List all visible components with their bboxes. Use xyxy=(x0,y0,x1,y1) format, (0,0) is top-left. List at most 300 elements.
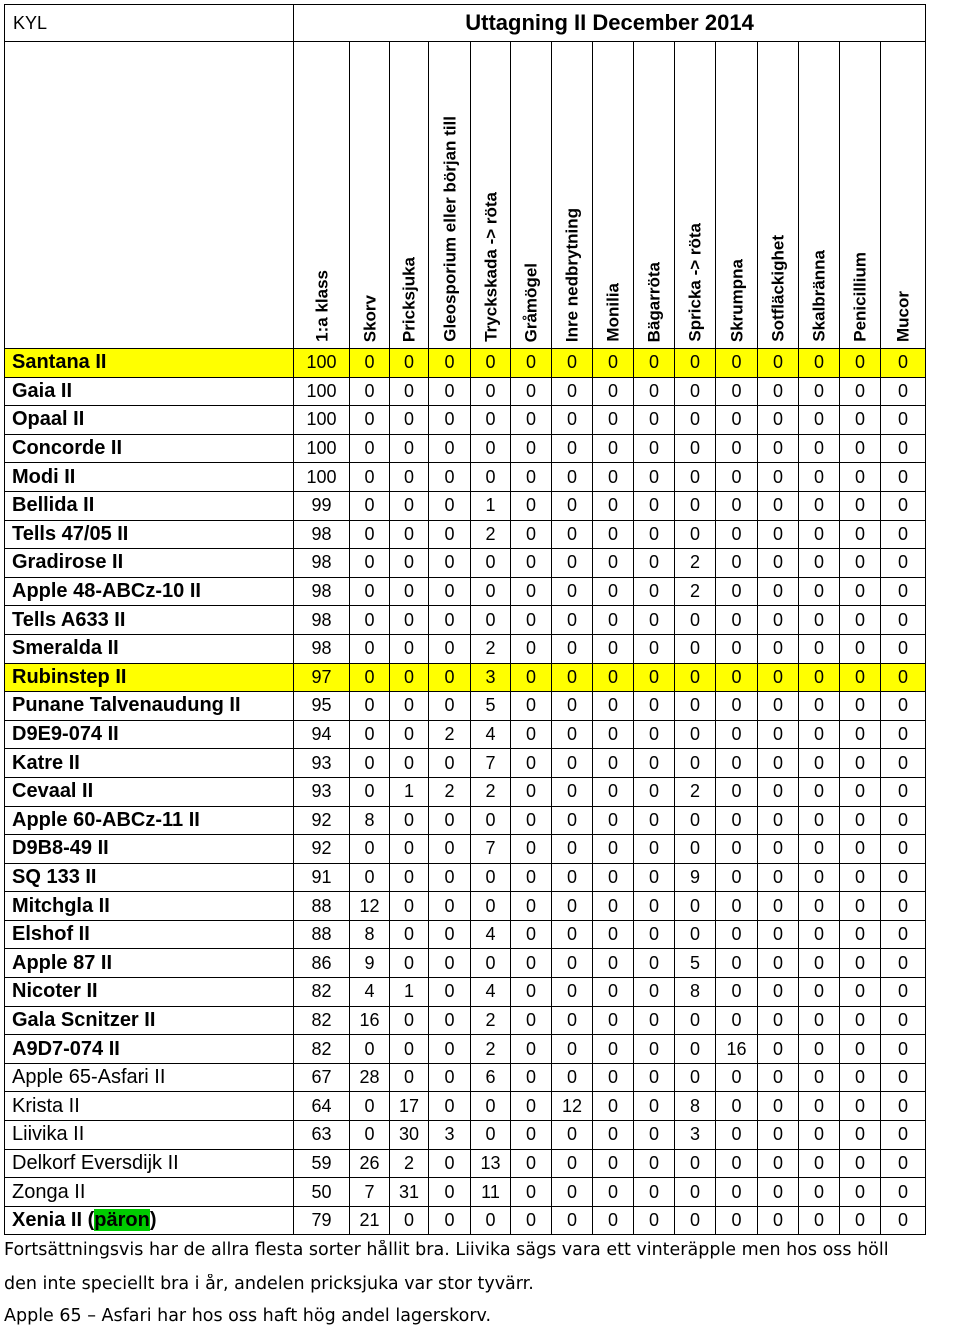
value-cell: 0 xyxy=(552,634,593,663)
value-cell: 0 xyxy=(350,549,390,578)
value-cell: 0 xyxy=(881,349,926,378)
column-header xyxy=(511,42,552,349)
value-cell: 0 xyxy=(634,863,675,892)
value-cell: 0 xyxy=(471,863,511,892)
value-cell: 0 xyxy=(881,1092,926,1121)
table-row xyxy=(5,777,926,806)
value-cell: 0 xyxy=(758,349,799,378)
value-cell: 0 xyxy=(799,749,840,778)
value-cell: 0 xyxy=(429,377,471,406)
value-cell: 0 xyxy=(799,692,840,721)
value-cell: 0 xyxy=(799,978,840,1007)
value-cell: 0 xyxy=(840,520,881,549)
value-cell: 0 xyxy=(390,406,429,435)
value-cell: 0 xyxy=(716,749,758,778)
value-cell: 1 xyxy=(471,491,511,520)
value-cell: 0 xyxy=(799,634,840,663)
value-cell: 0 xyxy=(675,720,716,749)
table-row xyxy=(5,920,926,949)
row-name: D9E9-074 II xyxy=(5,720,294,749)
table-row xyxy=(5,577,926,606)
value-cell: 0 xyxy=(881,1206,926,1235)
value-cell: 0 xyxy=(429,549,471,578)
value-cell: 0 xyxy=(716,1006,758,1035)
value-cell: 0 xyxy=(390,1206,429,1235)
value-cell: 0 xyxy=(881,863,926,892)
value-cell: 0 xyxy=(390,835,429,864)
value-cell: 0 xyxy=(390,377,429,406)
value-cell: 0 xyxy=(511,1006,552,1035)
note-line-2: den inte speciellt bra i år, andelen pricksjuka var stor tyvärr. xyxy=(4,1274,534,1294)
value-cell: 0 xyxy=(840,1121,881,1150)
value-cell: 0 xyxy=(350,434,390,463)
value-cell: 0 xyxy=(675,606,716,635)
value-cell: 0 xyxy=(799,491,840,520)
value-cell: 0 xyxy=(634,606,675,635)
value-cell: 0 xyxy=(511,491,552,520)
value-cell: 0 xyxy=(840,406,881,435)
value-cell: 0 xyxy=(716,835,758,864)
value-cell: 0 xyxy=(840,606,881,635)
value-cell: 0 xyxy=(593,520,634,549)
value-cell: 94 xyxy=(294,720,350,749)
value-cell: 0 xyxy=(593,549,634,578)
value-cell: 0 xyxy=(634,1063,675,1092)
value-cell: 0 xyxy=(675,1178,716,1207)
value-cell: 0 xyxy=(881,434,926,463)
table-title: Uttagning II December 2014 xyxy=(294,5,926,42)
value-cell: 0 xyxy=(758,949,799,978)
value-cell: 0 xyxy=(881,606,926,635)
value-cell: 0 xyxy=(758,892,799,921)
value-cell: 0 xyxy=(634,920,675,949)
table-row xyxy=(5,835,926,864)
value-cell: 88 xyxy=(294,892,350,921)
value-cell: 0 xyxy=(552,777,593,806)
value-cell: 0 xyxy=(799,463,840,492)
value-cell: 0 xyxy=(881,978,926,1007)
value-cell: 86 xyxy=(294,949,350,978)
value-cell: 0 xyxy=(429,491,471,520)
value-cell: 91 xyxy=(294,863,350,892)
value-cell: 0 xyxy=(675,1035,716,1064)
value-cell: 0 xyxy=(511,777,552,806)
value-cell: 0 xyxy=(675,1206,716,1235)
value-cell: 0 xyxy=(758,978,799,1007)
value-cell: 0 xyxy=(471,806,511,835)
value-cell: 0 xyxy=(350,777,390,806)
value-cell: 4 xyxy=(471,978,511,1007)
value-cell: 0 xyxy=(350,749,390,778)
table-row xyxy=(5,1121,926,1150)
value-cell: 0 xyxy=(840,749,881,778)
value-cell: 92 xyxy=(294,806,350,835)
value-cell: 93 xyxy=(294,749,350,778)
value-cell: 0 xyxy=(840,577,881,606)
value-cell: 0 xyxy=(675,1063,716,1092)
value-cell: 0 xyxy=(429,978,471,1007)
column-header xyxy=(675,42,716,349)
row-name: Apple 48-ABCz-10 II xyxy=(5,577,294,606)
row-name: Gradirose II xyxy=(5,549,294,578)
value-cell: 2 xyxy=(429,720,471,749)
value-cell: 0 xyxy=(552,720,593,749)
value-cell: 0 xyxy=(390,663,429,692)
value-cell: 2 xyxy=(471,634,511,663)
value-cell: 0 xyxy=(593,1149,634,1178)
column-header xyxy=(840,42,881,349)
value-cell: 50 xyxy=(294,1178,350,1207)
value-cell: 5 xyxy=(471,692,511,721)
column-header-label: Tryckskada -> röta xyxy=(481,192,500,342)
value-cell: 0 xyxy=(881,520,926,549)
value-cell: 0 xyxy=(390,892,429,921)
value-cell: 0 xyxy=(675,892,716,921)
value-cell: 0 xyxy=(716,1092,758,1121)
value-cell: 0 xyxy=(716,920,758,949)
value-cell: 0 xyxy=(350,692,390,721)
value-cell: 0 xyxy=(881,749,926,778)
value-cell: 0 xyxy=(840,1006,881,1035)
column-header xyxy=(799,42,840,349)
value-cell: 79 xyxy=(294,1206,350,1235)
value-cell: 0 xyxy=(511,1178,552,1207)
row-name: Apple 87 II xyxy=(5,949,294,978)
value-cell: 0 xyxy=(593,606,634,635)
row-name-part: ) xyxy=(149,1209,157,1232)
value-cell: 0 xyxy=(471,1121,511,1150)
value-cell: 0 xyxy=(675,520,716,549)
value-cell: 0 xyxy=(840,720,881,749)
value-cell: 4 xyxy=(350,978,390,1007)
value-cell: 63 xyxy=(294,1121,350,1150)
value-cell: 0 xyxy=(634,1092,675,1121)
value-cell: 0 xyxy=(390,863,429,892)
row-name: Opaal II xyxy=(5,406,294,435)
value-cell: 0 xyxy=(593,806,634,835)
value-cell: 0 xyxy=(429,863,471,892)
value-cell: 5 xyxy=(675,949,716,978)
column-header xyxy=(390,42,429,349)
value-cell: 0 xyxy=(350,520,390,549)
row-name: Apple 65-Asfari II xyxy=(5,1063,294,1092)
row-name: Tells A633 II xyxy=(5,606,294,635)
value-cell: 0 xyxy=(511,863,552,892)
table-row xyxy=(5,491,926,520)
value-cell: 0 xyxy=(840,892,881,921)
column-header-label: Skrumpna xyxy=(727,258,746,342)
value-cell: 0 xyxy=(634,692,675,721)
value-cell: 16 xyxy=(716,1035,758,1064)
value-cell: 0 xyxy=(758,520,799,549)
table-row xyxy=(5,978,926,1007)
value-cell: 0 xyxy=(634,1206,675,1235)
value-cell: 0 xyxy=(840,463,881,492)
value-cell: 0 xyxy=(716,1206,758,1235)
value-cell: 0 xyxy=(840,920,881,949)
value-cell: 0 xyxy=(429,1149,471,1178)
value-cell: 0 xyxy=(716,806,758,835)
value-cell: 0 xyxy=(350,406,390,435)
value-cell: 0 xyxy=(634,892,675,921)
value-cell: 2 xyxy=(471,777,511,806)
value-cell: 0 xyxy=(840,434,881,463)
value-cell: 0 xyxy=(429,606,471,635)
table-row xyxy=(5,1178,926,1207)
column-header-label: Skorv xyxy=(360,294,379,342)
value-cell: 6 xyxy=(471,1063,511,1092)
value-cell: 0 xyxy=(429,806,471,835)
value-cell: 2 xyxy=(390,1149,429,1178)
value-cell: 0 xyxy=(511,1063,552,1092)
value-cell: 0 xyxy=(758,406,799,435)
value-cell: 0 xyxy=(881,377,926,406)
column-header-label: Penicillium xyxy=(850,252,870,342)
value-cell: 2 xyxy=(675,777,716,806)
value-cell: 0 xyxy=(716,406,758,435)
value-cell: 0 xyxy=(593,1178,634,1207)
value-cell: 0 xyxy=(634,634,675,663)
value-cell: 0 xyxy=(758,1006,799,1035)
note-line-3: Apple 65 – Asfari har hos oss haft hög andel lagerskorv. xyxy=(4,1306,492,1326)
table-row xyxy=(5,749,926,778)
row-name: Liivika II xyxy=(5,1121,294,1150)
value-cell: 0 xyxy=(716,720,758,749)
table-row xyxy=(5,720,926,749)
value-cell: 0 xyxy=(840,978,881,1007)
value-cell: 0 xyxy=(593,577,634,606)
value-cell: 0 xyxy=(675,377,716,406)
value-cell: 93 xyxy=(294,777,350,806)
table-row xyxy=(5,349,926,378)
value-cell: 0 xyxy=(675,692,716,721)
value-cell: 2 xyxy=(471,520,511,549)
value-cell: 7 xyxy=(350,1178,390,1207)
column-header-label: Bägarröta xyxy=(644,261,664,342)
value-cell: 0 xyxy=(716,777,758,806)
table-row xyxy=(5,806,926,835)
value-cell: 0 xyxy=(593,692,634,721)
value-cell: 0 xyxy=(511,720,552,749)
value-cell: 0 xyxy=(758,1035,799,1064)
value-cell: 0 xyxy=(716,1121,758,1150)
value-cell: 8 xyxy=(675,978,716,1007)
value-cell: 0 xyxy=(593,749,634,778)
value-cell: 92 xyxy=(294,835,350,864)
value-cell: 0 xyxy=(552,463,593,492)
value-cell: 0 xyxy=(716,463,758,492)
value-cell: 0 xyxy=(634,1121,675,1150)
value-cell: 0 xyxy=(716,634,758,663)
value-cell: 0 xyxy=(716,434,758,463)
value-cell: 0 xyxy=(716,606,758,635)
value-cell: 26 xyxy=(350,1149,390,1178)
row-name: SQ 133 II xyxy=(5,863,294,892)
value-cell: 0 xyxy=(840,806,881,835)
value-cell: 0 xyxy=(511,1121,552,1150)
value-cell: 97 xyxy=(294,663,350,692)
value-cell: 0 xyxy=(593,663,634,692)
header-spacer xyxy=(5,42,294,349)
value-cell: 0 xyxy=(716,663,758,692)
value-cell: 0 xyxy=(758,1178,799,1207)
value-cell: 0 xyxy=(429,1092,471,1121)
column-header xyxy=(294,42,350,349)
value-cell: 0 xyxy=(390,720,429,749)
value-cell: 0 xyxy=(840,349,881,378)
value-cell: 0 xyxy=(881,406,926,435)
value-cell: 0 xyxy=(350,349,390,378)
value-cell: 0 xyxy=(350,720,390,749)
value-cell: 0 xyxy=(881,920,926,949)
value-cell: 0 xyxy=(429,1178,471,1207)
value-cell: 0 xyxy=(429,920,471,949)
value-cell: 0 xyxy=(758,1121,799,1150)
table-row xyxy=(5,463,926,492)
value-cell: 0 xyxy=(471,949,511,978)
value-cell: 99 xyxy=(294,491,350,520)
value-cell: 2 xyxy=(675,549,716,578)
table-row xyxy=(5,949,926,978)
row-name: Modi II xyxy=(5,463,294,492)
value-cell: 0 xyxy=(552,1006,593,1035)
value-cell: 0 xyxy=(840,777,881,806)
value-cell: 82 xyxy=(294,978,350,1007)
value-cell: 0 xyxy=(593,1063,634,1092)
value-cell: 0 xyxy=(840,663,881,692)
value-cell: 0 xyxy=(675,406,716,435)
value-cell: 0 xyxy=(552,835,593,864)
value-cell: 0 xyxy=(758,863,799,892)
value-cell: 30 xyxy=(390,1121,429,1150)
value-cell: 0 xyxy=(552,349,593,378)
table-row xyxy=(5,606,926,635)
column-header-label: Skalbränna xyxy=(809,250,829,342)
value-cell: 0 xyxy=(471,1092,511,1121)
column-header-label: Gråmögel xyxy=(521,262,541,342)
value-cell: 0 xyxy=(881,577,926,606)
value-cell: 0 xyxy=(552,806,593,835)
value-cell: 0 xyxy=(429,349,471,378)
note-line-1: Fortsättningsvis har de allra flesta sorter hållit bra. Liivika sägs vara ett vinteräpple men hos oss höll xyxy=(4,1240,889,1260)
value-cell: 0 xyxy=(429,520,471,549)
column-header-label: Pricksjuka xyxy=(399,256,419,342)
value-cell: 98 xyxy=(294,634,350,663)
value-cell: 0 xyxy=(593,863,634,892)
value-cell: 0 xyxy=(634,978,675,1007)
value-cell: 0 xyxy=(390,806,429,835)
value-cell: 0 xyxy=(634,777,675,806)
value-cell: 100 xyxy=(294,349,350,378)
value-cell: 0 xyxy=(429,634,471,663)
value-cell: 59 xyxy=(294,1149,350,1178)
row-name: Smeralda II xyxy=(5,634,294,663)
value-cell: 0 xyxy=(758,606,799,635)
value-cell: 0 xyxy=(799,720,840,749)
row-name: Delkorf Eversdijk II xyxy=(5,1149,294,1178)
column-header xyxy=(552,42,593,349)
value-cell: 0 xyxy=(799,1035,840,1064)
table-row xyxy=(5,406,926,435)
value-cell: 0 xyxy=(881,463,926,492)
value-cell: 0 xyxy=(758,1092,799,1121)
value-cell: 0 xyxy=(799,949,840,978)
value-cell: 0 xyxy=(593,1206,634,1235)
value-cell: 0 xyxy=(634,434,675,463)
value-cell: 0 xyxy=(634,835,675,864)
value-cell: 0 xyxy=(552,434,593,463)
value-cell: 0 xyxy=(511,349,552,378)
value-cell: 0 xyxy=(350,577,390,606)
table-row xyxy=(5,377,926,406)
table-row xyxy=(5,692,926,721)
value-cell: 0 xyxy=(716,692,758,721)
value-cell: 0 xyxy=(758,634,799,663)
value-cell: 0 xyxy=(675,806,716,835)
value-cell: 0 xyxy=(390,520,429,549)
value-cell: 0 xyxy=(840,634,881,663)
column-header-row xyxy=(5,42,926,349)
value-cell: 0 xyxy=(552,577,593,606)
value-cell: 0 xyxy=(552,1178,593,1207)
value-cell: 0 xyxy=(799,577,840,606)
value-cell: 0 xyxy=(758,1063,799,1092)
row-name: Cevaal II xyxy=(5,777,294,806)
table-row xyxy=(5,1063,926,1092)
row-name: Nicoter II xyxy=(5,978,294,1007)
value-cell: 11 xyxy=(471,1178,511,1207)
value-cell: 0 xyxy=(840,1035,881,1064)
value-cell: 0 xyxy=(758,463,799,492)
value-cell: 0 xyxy=(799,349,840,378)
column-header-label: Spricka -> röta xyxy=(685,223,705,342)
value-cell: 0 xyxy=(429,949,471,978)
value-cell: 0 xyxy=(758,920,799,949)
value-cell: 0 xyxy=(634,491,675,520)
value-cell: 0 xyxy=(758,577,799,606)
value-cell: 0 xyxy=(593,949,634,978)
row-name: Krista II xyxy=(5,1092,294,1121)
value-cell: 0 xyxy=(716,377,758,406)
value-cell: 0 xyxy=(799,1006,840,1035)
table-row xyxy=(5,1035,926,1064)
value-cell: 0 xyxy=(350,1092,390,1121)
value-cell: 0 xyxy=(350,835,390,864)
value-cell: 0 xyxy=(593,920,634,949)
row-name: Punane Talvenaudung II xyxy=(5,692,294,721)
value-cell: 0 xyxy=(511,406,552,435)
value-cell: 0 xyxy=(799,1206,840,1235)
value-cell: 0 xyxy=(799,1121,840,1150)
value-cell: 0 xyxy=(593,634,634,663)
value-cell: 0 xyxy=(675,1149,716,1178)
value-cell: 0 xyxy=(758,377,799,406)
row-name: Elshof II xyxy=(5,920,294,949)
table-row xyxy=(5,634,926,663)
value-cell: 9 xyxy=(675,863,716,892)
value-cell: 0 xyxy=(471,1206,511,1235)
value-cell: 0 xyxy=(675,835,716,864)
value-cell: 0 xyxy=(552,1206,593,1235)
column-header xyxy=(593,42,634,349)
value-cell: 0 xyxy=(881,692,926,721)
value-cell: 0 xyxy=(634,1178,675,1207)
column-header-label: Inre nedbrytning xyxy=(562,207,582,342)
value-cell: 4 xyxy=(471,720,511,749)
value-cell: 0 xyxy=(799,835,840,864)
column-header-label: 1:a klass xyxy=(312,270,331,342)
value-cell: 0 xyxy=(511,1092,552,1121)
